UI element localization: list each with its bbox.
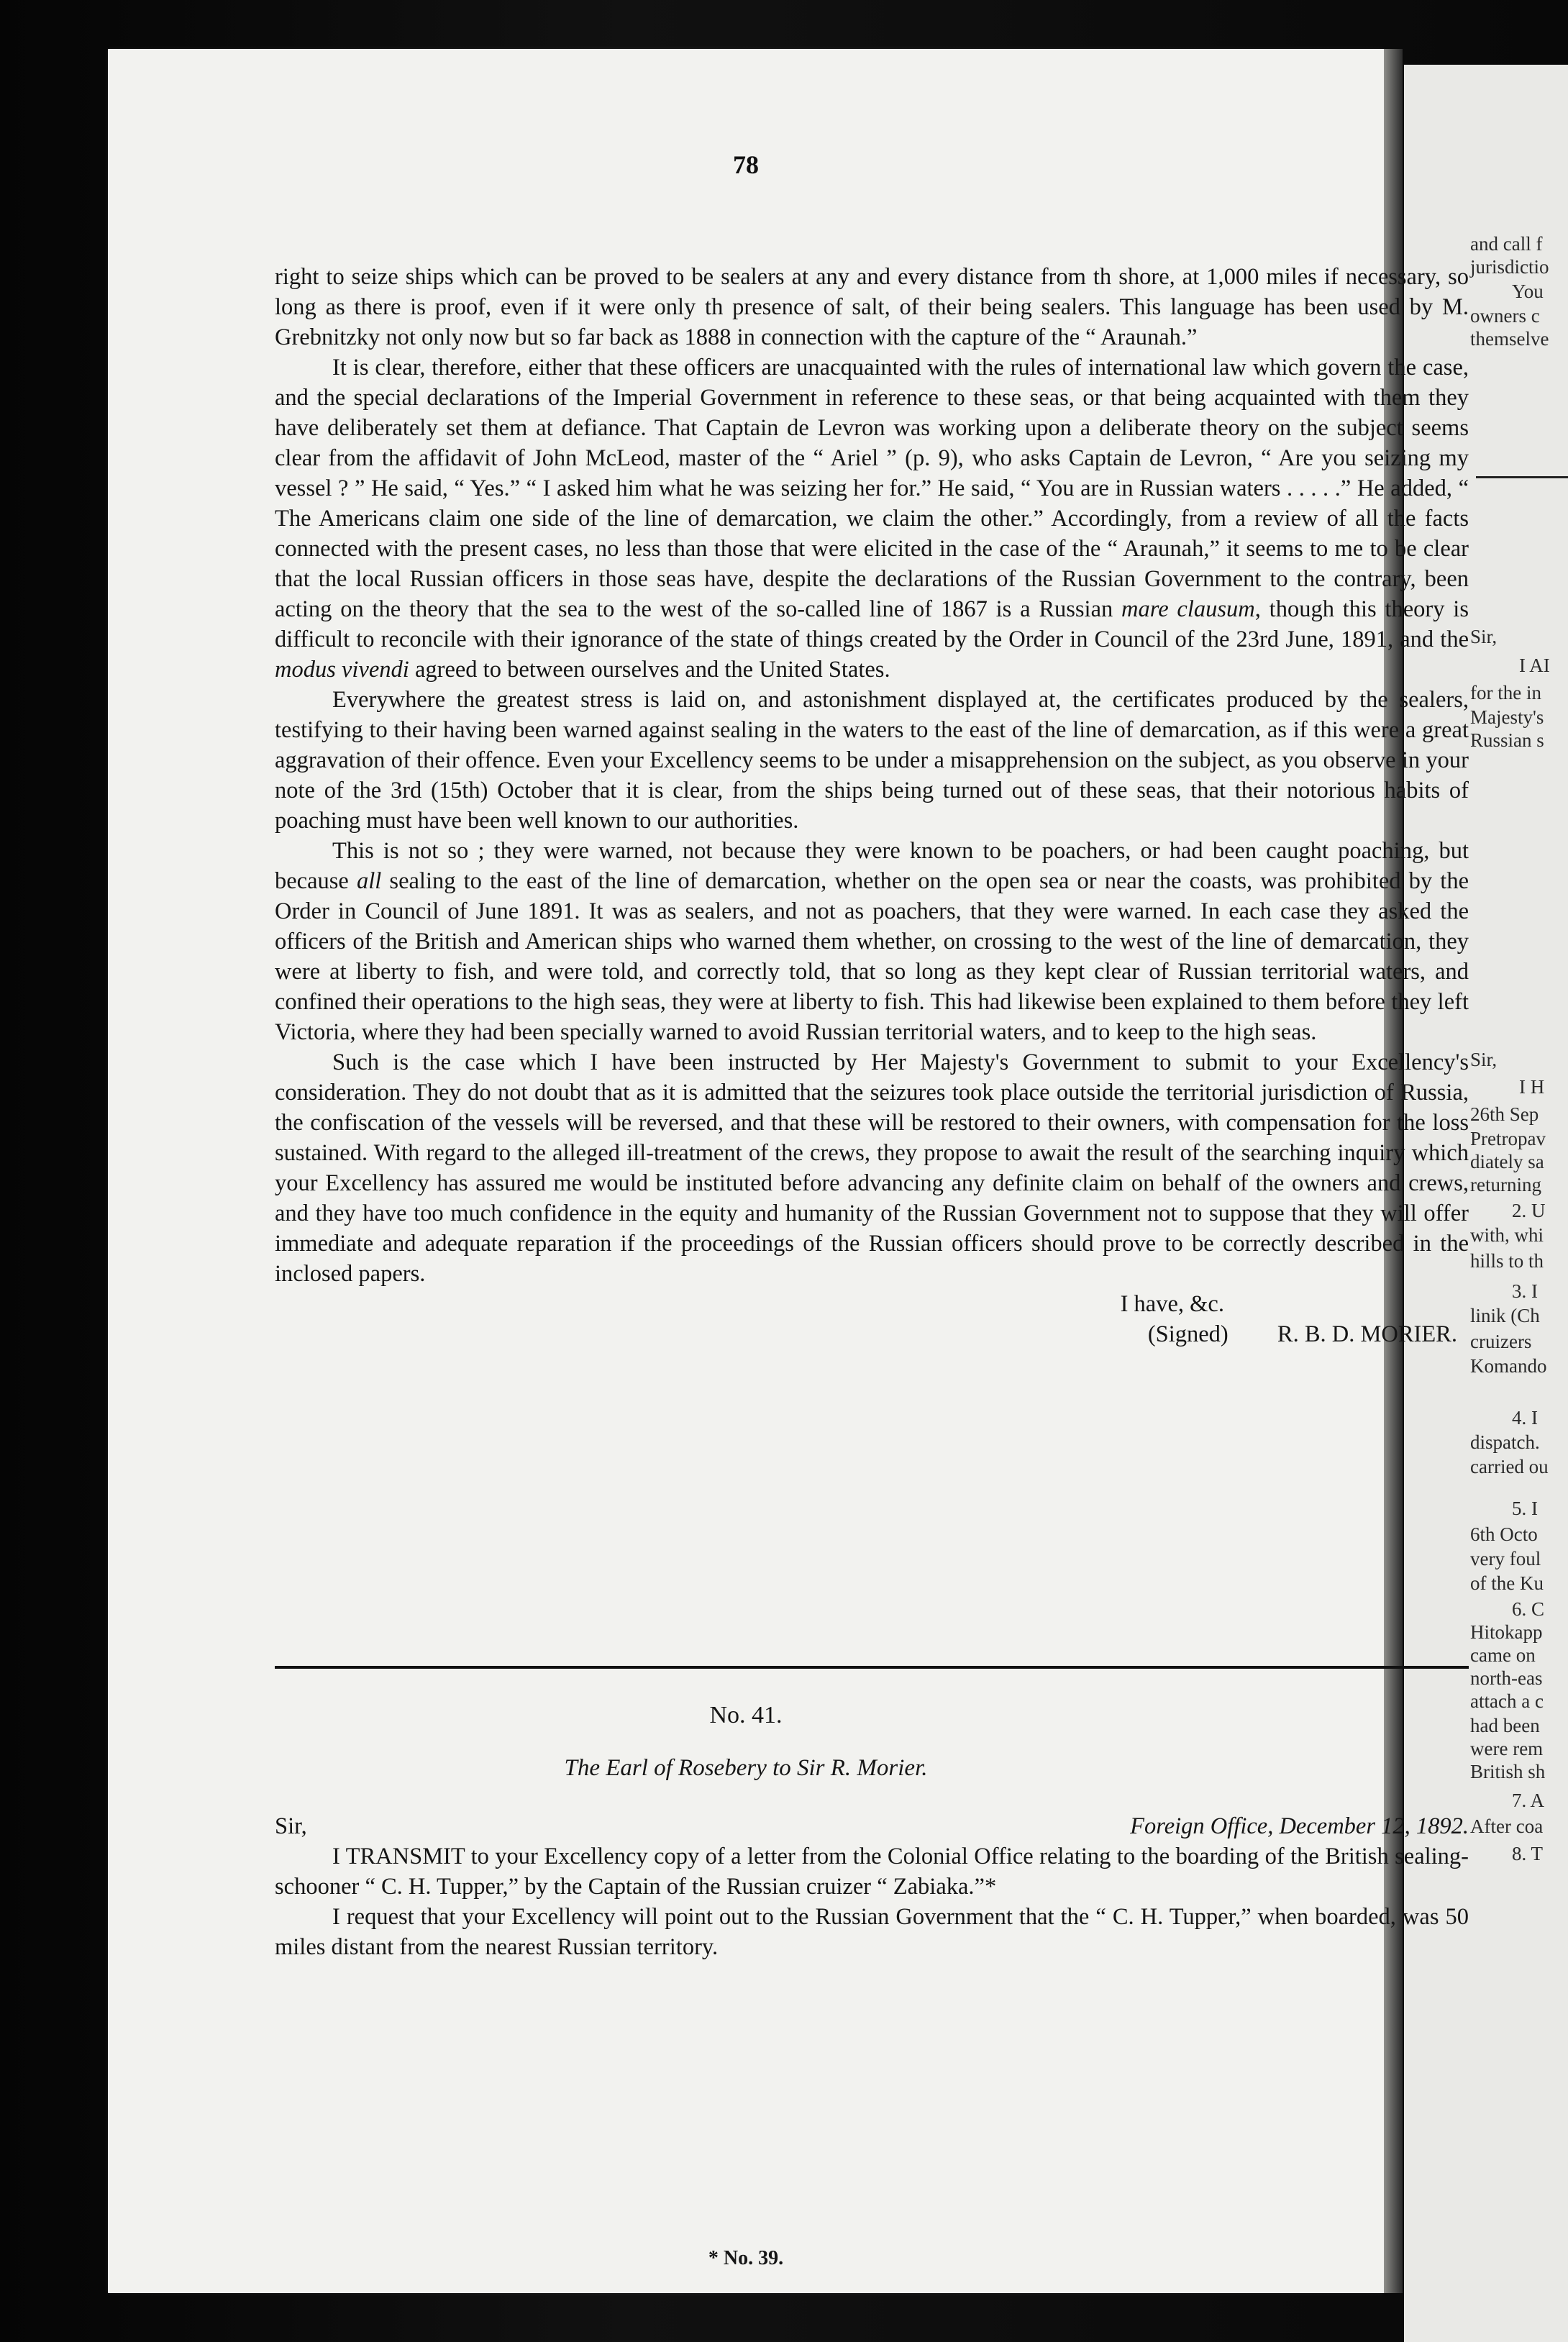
document-heading: The Earl of Rosebery to Sir R. Morier. [564, 1755, 928, 1781]
facing-text-line: hills to th [1470, 1250, 1544, 1272]
document-number: No. 41. [709, 1702, 783, 1728]
facing-text-line: 2. U [1512, 1200, 1546, 1221]
facing-rule [1476, 476, 1568, 478]
facing-text-line: attach a c [1470, 1690, 1544, 1712]
facing-text-line: I H [1519, 1076, 1545, 1098]
facing-text-line: came on [1470, 1644, 1536, 1666]
facing-text-line: of the Ku [1470, 1572, 1544, 1594]
facing-text-line: I AI [1519, 655, 1550, 676]
facing-text-line: owners c [1470, 305, 1540, 327]
facing-text-line: Hitokapp [1470, 1621, 1543, 1643]
letter-paragraph: I request that your Excellency will point out to the Russian Government that the “ C. H. Tupper,” when boarded, was 50 miles distant from the nearest Russian territory. [275, 1904, 1469, 1960]
facing-text-line: returning [1470, 1174, 1541, 1195]
facing-text-line: themselve [1470, 328, 1549, 350]
signature-line [275, 1319, 1469, 1349]
facing-text-line: Majesty's [1470, 706, 1544, 728]
facing-text-line: 26th Sep [1470, 1103, 1539, 1125]
salutation-row [275, 1811, 1469, 1841]
facing-text-line: for the in [1470, 682, 1541, 703]
next-letter [275, 1811, 1469, 1962]
facing-text-line: with, whi [1470, 1224, 1544, 1246]
facing-text-line: British sh [1470, 1761, 1546, 1782]
closing-line: I have, &c. [1120, 1291, 1224, 1317]
body-paragraph: right to seize ships which can be proved to be sealers at any and every distance from th shore, at 1,000 miles if necessary, so long as there is proof, even if it were only th presence of salt, of their being sealers. This language has been used by M. Grebnitzky not only now but so far back as 1888 in connection with the capture of the “ Araunah.” [275, 264, 1469, 350]
signatory-name: R. B. D. MORIER. [1277, 1321, 1457, 1347]
facing-text-line: had been [1470, 1715, 1540, 1736]
facing-text-line: 7. A [1512, 1790, 1545, 1811]
facing-text-line: After coa [1470, 1815, 1544, 1837]
letter-body [275, 262, 1469, 1349]
facing-text-line: and call f [1470, 233, 1543, 255]
facing-text-line: linik (Ch [1470, 1305, 1540, 1326]
facing-text-line: 5. I [1512, 1498, 1538, 1519]
body-paragraph: It is clear, therefore, either that these officers are unacquainted with the rules of international law which govern the case, and the special declarations of the Imperial Government in reference to these seas, or that being acquainted with them they have deliberately set them at defiance. That Captain de Levron was working upon a deliberate theory on the subject seems clear from the affidavit of John McLeod, master of the “ Ariel ” (p. 9), who asks Captain de Levron, “ Are you seizing my vessel ? ” He said, “ Yes.” “ I asked him what he was seizing her for.” He said, “ You are in Russian waters . . . . .” He added, “ The Americans claim one side of the line of demarcation, we claim the other.” Accordingly, from a review of all the facts connected with the present cases, no less than those that were elicited in the case of the “ Araunah,” it seems to me to be clear that the local Russian officers in those seas have, despite the declarations of the Russian Government to the contrary, been acting on the theory that the sea to the west of the so-called line of 1867 is a Russian mare clausum, though this theory is difficult to reconcile with their ignorance of the state of things created by the Order in Council of the 23rd June, 1891, and the modus vivendi agreed to between ourselves and the United States. [275, 355, 1469, 683]
facing-text-line: cruizers [1470, 1331, 1532, 1352]
facing-text-line: were rem [1470, 1738, 1544, 1759]
facing-text-line: carried ou [1470, 1456, 1549, 1477]
signed-label: (Signed) [1147, 1321, 1229, 1347]
facing-text-line: 6. C [1512, 1598, 1545, 1620]
facing-text-line: You [1512, 281, 1544, 302]
salutation: Sir, [275, 1813, 307, 1839]
footnote: * No. 39. [708, 2247, 784, 2269]
facing-text-line: Pretropav [1470, 1128, 1546, 1149]
facing-text-line: diately sa [1470, 1151, 1544, 1172]
facing-text-line: 8. T [1512, 1843, 1544, 1864]
facing-text-line: 4. I [1512, 1407, 1538, 1429]
body-paragraph: This is not so ; they were warned, not because they were known to be poachers, or had been caught poaching, but because all sealing to the east of the line of demarcation, whether on the open sea or near the coasts, was prohibited by the Order in Council of June 1891. It was as sealers, and not as poachers, that they were warned. In each case they asked the officers of the British and American ships who warned them whether, on crossing to the west of the line of demarcation, they were at liberty to fish, and were told, and correctly told, that so long as they kept clear of Russian territorial waters, and confined their operations to the high seas, they were at liberty to fish. This had likewise been explained to them before they left Victoria, where they had been specially warned to avoid Russian territorial waters, and to keep to the high seas. [275, 838, 1469, 1045]
body-paragraph: Such is the case which I have been instructed by Her Majesty's Government to submit to your Excellency's consideration. They do not doubt that as it is admitted that the seizures took place outside the territorial jurisdiction of Russia, the confiscation of the vessels will be reversed, and that these will be restored to their owners, with compensation for the loss sustained. With regard to the alleged ill-treatment of the crews, they propose to await the result of the searching inquiry which your Excellency has assured me would be instituted before advancing any definite claim on behalf of the owners and crews, and they have too much confidence in the equity and humanity of the Russian Government not to suppose that they will offer immediate and adequate reparation if the proceedings of the Russian officers should prove to be correctly described in the inclosed papers. [275, 1049, 1469, 1287]
facing-text-line: dispatch. [1470, 1431, 1540, 1453]
section-divider [275, 1666, 1469, 1669]
facing-text-line: Komando [1470, 1355, 1547, 1377]
facing-text-line: very foul [1470, 1548, 1541, 1569]
letter-paragraph: I TRANSMIT to your Excellency copy of a letter from the Colonial Office relating to the boarding of the British sealing-schooner “ C. H. Tupper,” by the Captain of the Russian cruizer “ Zabiaka.”* [275, 1844, 1469, 1900]
facing-text-line: 6th Octo [1470, 1523, 1538, 1545]
facing-text-line: Russian s [1470, 729, 1544, 751]
facing-text-line: north-eas [1470, 1667, 1543, 1689]
place-date: Foreign Office, December 12, 1892. [1130, 1813, 1469, 1839]
facing-text-line: Sir, [1470, 626, 1498, 647]
facing-text-line: Sir, [1470, 1049, 1498, 1070]
facing-text-line: 3. I [1512, 1280, 1538, 1302]
facing-text-line: jurisdictio [1470, 256, 1549, 278]
page-number: 78 [733, 150, 759, 179]
body-paragraph: Everywhere the greatest stress is laid on, and astonishment displayed at, the certificates produced by the sealers, testifying to their having been warned against sealing in the waters to the east of the line of demarcation, as if this were a great aggravation of their offence. Even your Excellency seems to be under a misapprehension on the subject, as you observe in your note of the 3rd (15th) October that it is clear, from the ships being turned out of these seas, that their notorious habits of poaching must have been well known to our authorities. [275, 687, 1469, 834]
document-page [108, 49, 1469, 2293]
